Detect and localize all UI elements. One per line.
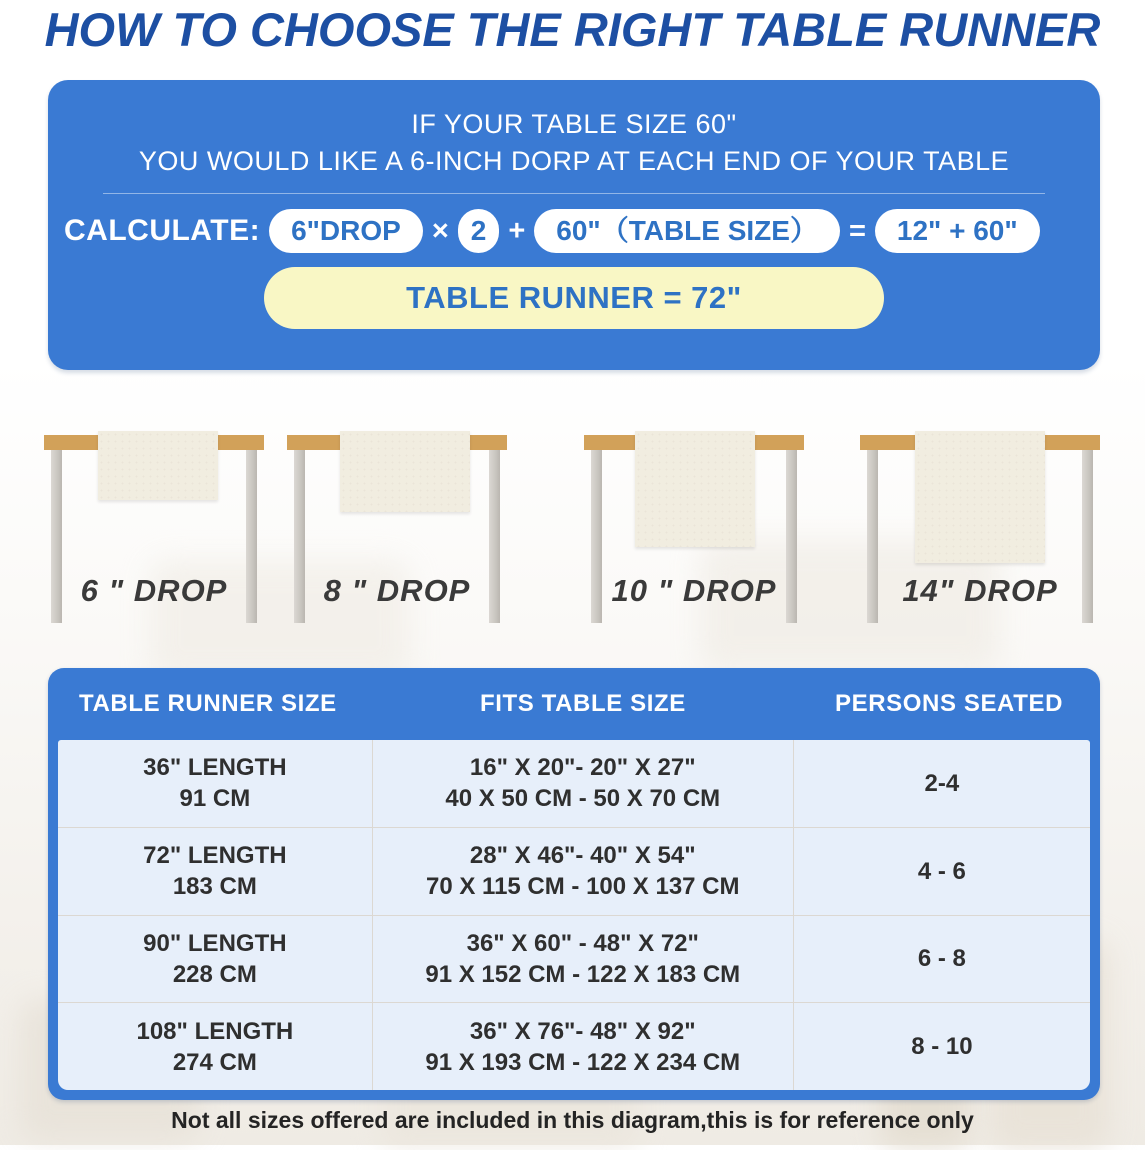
info-line-1: IF YOUR TABLE SIZE 60" bbox=[411, 109, 737, 139]
runner-graphic bbox=[340, 431, 470, 512]
cell-runner-size bbox=[58, 916, 372, 1003]
runner-size-inches: 36" LENGTH bbox=[143, 754, 287, 782]
runner-size-inches: 72" LENGTH bbox=[143, 842, 287, 870]
runner-size-inches: 108" LENGTH bbox=[136, 1017, 294, 1045]
fits-size-cm: 91 X 152 CM - 122 X 183 CM bbox=[425, 960, 741, 988]
table-body bbox=[58, 740, 1090, 1090]
cell-fits-size bbox=[372, 740, 794, 827]
fits-size-inches: 16" X 20"- 20" X 27" bbox=[469, 754, 696, 782]
equals-sign: = bbox=[848, 214, 866, 247]
runner-size-inches: 90" LENGTH bbox=[143, 929, 287, 957]
fits-size-inches: 36" X 76"- 48" X 92" bbox=[469, 1017, 696, 1045]
runner-size-cm: 91 CM bbox=[179, 785, 251, 813]
info-text-block bbox=[48, 80, 1100, 180]
cell-fits-size bbox=[372, 828, 794, 915]
runner-graphic bbox=[98, 431, 218, 500]
cell-persons bbox=[794, 1003, 1090, 1090]
cell-runner-size bbox=[58, 740, 372, 827]
persons-seated: 4 - 6 bbox=[917, 857, 966, 885]
drop-label: 6 " DROP bbox=[80, 573, 228, 608]
calculation-row bbox=[64, 209, 1086, 253]
persons-seated: 8 - 10 bbox=[911, 1033, 973, 1061]
drop-label: 8 " DROP bbox=[323, 573, 471, 608]
drop-label: 14" DROP bbox=[902, 573, 1058, 608]
runner-size-cm: 274 CM bbox=[172, 1048, 257, 1076]
result-pill: TABLE RUNNER = 72" bbox=[264, 267, 884, 329]
header-cell-runner-size: TABLE RUNNER SIZE bbox=[79, 690, 337, 717]
table-size-pill: 60"（TABLE SIZE） bbox=[534, 209, 840, 253]
panel-divider bbox=[103, 193, 1045, 194]
drop-diagram-6 bbox=[44, 425, 264, 660]
runner-graphic bbox=[915, 431, 1045, 563]
table-row bbox=[58, 740, 1090, 827]
calculate-label: CALCULATE: bbox=[64, 214, 261, 247]
fits-size-cm: 70 X 115 CM - 100 X 137 CM bbox=[426, 873, 740, 901]
fits-size-cm: 40 X 50 CM - 50 X 70 CM bbox=[445, 785, 721, 813]
cell-persons bbox=[794, 828, 1090, 915]
drop-pill: 6"DROP bbox=[269, 209, 423, 253]
table-row bbox=[58, 1002, 1090, 1090]
table-row bbox=[58, 827, 1090, 915]
size-table bbox=[48, 668, 1100, 1100]
footer-note: Not all sizes offered are included in this diagram,this is for reference only bbox=[171, 1107, 974, 1133]
fits-size-inches: 36" X 60" - 48" X 72" bbox=[466, 929, 699, 957]
table-row bbox=[58, 915, 1090, 1003]
info-panel bbox=[48, 80, 1100, 370]
plus-sign: + bbox=[508, 214, 526, 247]
runner-size-cm: 228 CM bbox=[172, 960, 257, 988]
sum-pill: 12" + 60" bbox=[875, 209, 1040, 253]
cell-persons bbox=[794, 740, 1090, 827]
persons-seated: 6 - 8 bbox=[917, 945, 966, 973]
cell-fits-size bbox=[372, 916, 794, 1003]
info-line-2: YOU WOULD LIKE A 6-INCH DORP AT EACH END OF YOUR TABLE bbox=[138, 146, 1010, 176]
drop-diagram-8 bbox=[287, 425, 507, 660]
cell-fits-size bbox=[372, 1003, 794, 1090]
drop-diagram-10 bbox=[584, 425, 804, 660]
table-header-row bbox=[48, 668, 1100, 740]
runner-graphic bbox=[635, 431, 755, 547]
cell-runner-size bbox=[58, 828, 372, 915]
header-cell-fits-size: FITS TABLE SIZE bbox=[479, 690, 686, 717]
persons-seated: 2-4 bbox=[924, 769, 960, 797]
cell-persons bbox=[794, 916, 1090, 1003]
drop-label: 10 " DROP bbox=[611, 573, 777, 608]
count-pill: 2 bbox=[458, 209, 500, 253]
cell-runner-size bbox=[58, 1003, 372, 1090]
drop-diagram-14 bbox=[860, 425, 1100, 660]
fits-size-cm: 91 X 193 CM - 122 X 234 CM bbox=[425, 1048, 741, 1076]
runner-size-cm: 183 CM bbox=[172, 873, 257, 901]
fits-size-inches: 28" X 46"- 40" X 54" bbox=[469, 842, 696, 870]
page-title: HOW TO CHOOSE THE RIGHT TABLE RUNNER bbox=[44, 3, 1101, 56]
multiply-sign: × bbox=[431, 214, 449, 247]
header-cell-persons: PERSONS SEATED bbox=[835, 690, 1064, 717]
